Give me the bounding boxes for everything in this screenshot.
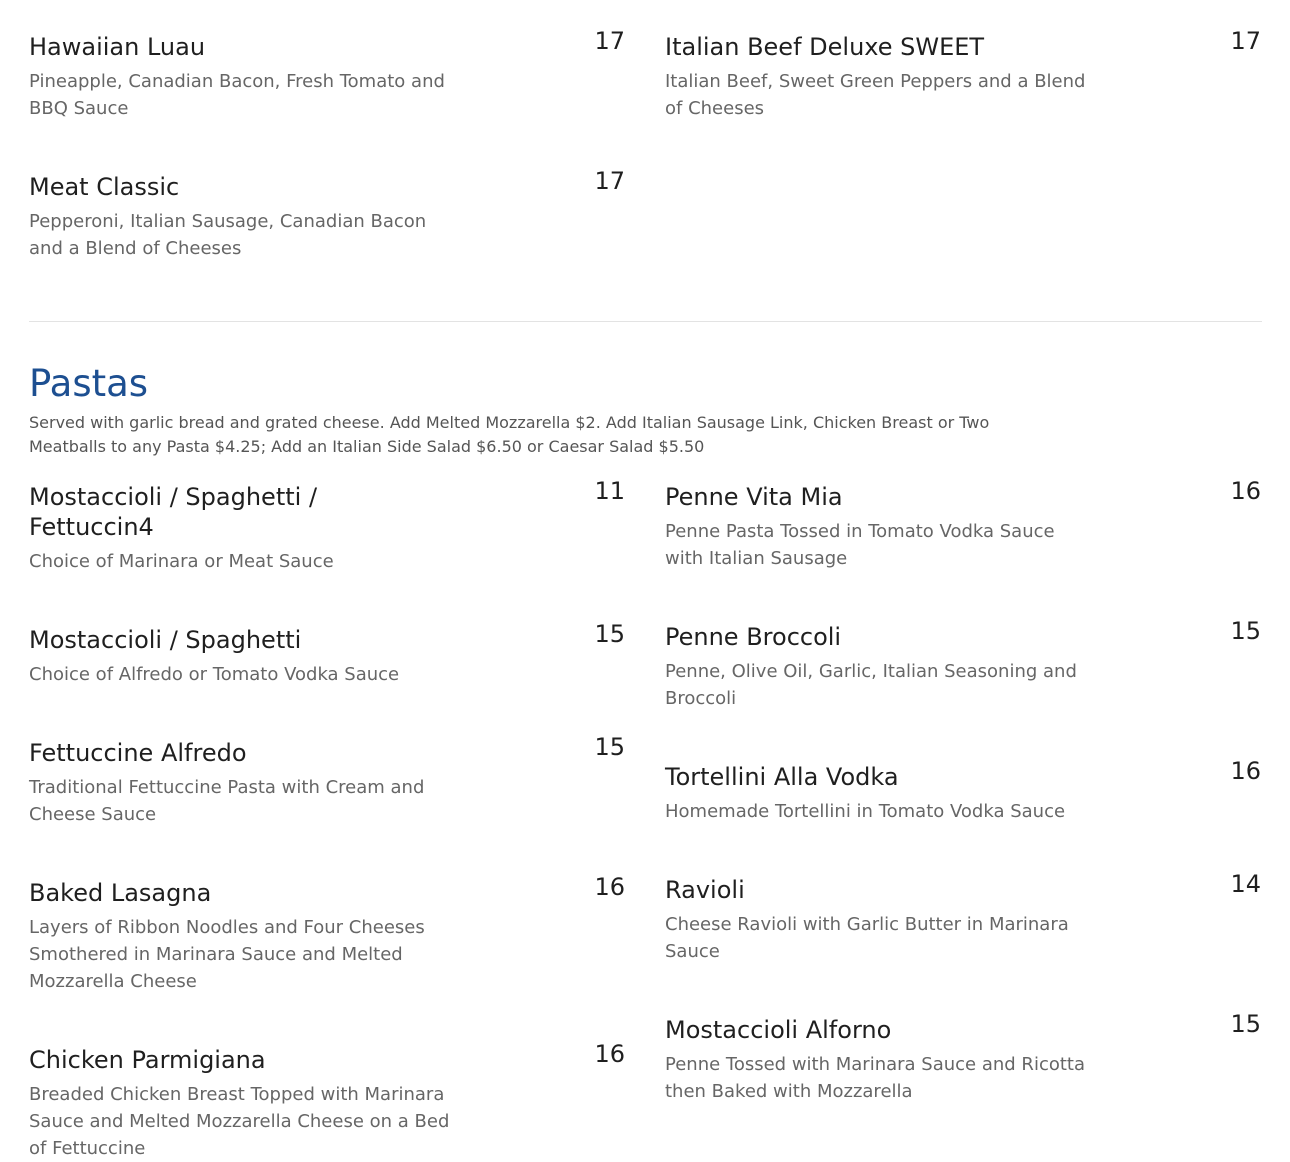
menu-item-description: Layers of Ribbon Noodles and Four Cheeses Smothered in Marinara Sauce and Melted Mozzarella Cheese	[29, 917, 425, 992]
menu-item-price: 16	[594, 1040, 625, 1068]
menu-item-description: Breaded Chicken Breast Topped with Marinara Sauce and Melted Mozzarella Cheese on a Bed of Fettuccine	[29, 1084, 450, 1159]
menu-item	[665, 477, 1261, 572]
menu-item	[29, 27, 625, 122]
menu-item-name: Tortellini Alla Vodka	[665, 763, 899, 791]
menu-item	[665, 27, 1261, 122]
menu-item-name: Hawaiian Luau	[29, 33, 206, 61]
menu-item-name: Mostaccioli / Spaghetti / Fettuccin4	[29, 483, 318, 541]
menu-item	[29, 167, 625, 262]
menu-item	[29, 1040, 625, 1162]
menu-item	[29, 873, 625, 995]
menu-item-description: Penne Tossed with Marinara Sauce and Ricotta then Baked with Mozzarella	[665, 1054, 1085, 1102]
menu-item-price: 16	[594, 873, 625, 901]
menu-item-name: Chicken Parmigiana	[29, 1046, 266, 1074]
menu-item	[29, 477, 625, 575]
menu-item-price: 15	[1230, 1010, 1261, 1038]
menu-item-name: Meat Classic	[29, 173, 180, 201]
menu-item-name: Ravioli	[665, 876, 745, 904]
menu-item-description: Penne, Olive Oil, Garlic, Italian Seasoning and Broccoli	[665, 661, 1077, 709]
menu-item-description: Choice of Marinara or Meat Sauce	[29, 551, 334, 572]
menu-item-description: Italian Beef, Sweet Green Peppers and a Blend of Cheeses	[665, 71, 1086, 119]
menu-item-name: Penne Broccoli	[665, 623, 842, 651]
menu-item-price: 17	[594, 167, 625, 195]
menu-item-name: Mostaccioli Alforno	[665, 1016, 892, 1044]
menu-item-description: Penne Pasta Tossed in Tomato Vodka Sauce with Italian Sausage	[665, 521, 1055, 569]
menu-item-description: Choice of Alfredo or Tomato Vodka Sauce	[29, 664, 400, 685]
menu-item-name: Baked Lasagna	[29, 879, 212, 907]
menu-item-description: Pineapple, Canadian Bacon, Fresh Tomato and BBQ Sauce	[29, 71, 445, 119]
menu-item	[29, 733, 625, 828]
menu-item-description: Traditional Fettuccine Pasta with Cream and Cheese Sauce	[29, 777, 425, 825]
menu-item-name: Mostaccioli / Spaghetti	[29, 626, 302, 654]
menu-item	[665, 1010, 1261, 1105]
menu-item	[665, 870, 1261, 965]
menu-item-description: Pepperoni, Italian Sausage, Canadian Bacon and a Blend of Cheeses	[29, 211, 427, 259]
menu-item-name: Fettuccine Alfredo	[29, 739, 247, 767]
menu-item-name: Italian Beef Deluxe SWEET	[665, 33, 985, 61]
menu-item-price: 14	[1230, 870, 1261, 898]
menu-item-price: 15	[1230, 617, 1261, 645]
menu-item-description: Cheese Ravioli with Garlic Butter in Marinara Sauce	[665, 914, 1069, 962]
menu-item-price: 17	[594, 27, 625, 55]
menu-item-price: 16	[1230, 757, 1261, 785]
menu-item-price: 15	[594, 620, 625, 648]
section-title: Pastas	[29, 362, 149, 405]
section-note: Served with garlic bread and grated cheese. Add Melted Mozzarella $2. Add Italian Sausage Link, Chicken Breast or Two Meatballs to any Pasta $4.25; Add an Italian Side Salad $6.50 or Caesar Salad $5.50	[29, 413, 990, 456]
menu-item-name: Penne Vita Mia	[665, 483, 843, 511]
menu-item-description: Homemade Tortellini in Tomato Vodka Sauce	[665, 801, 1066, 822]
menu-item-price: 17	[1230, 27, 1261, 55]
menu-item-price: 11	[594, 477, 625, 505]
menu-item	[29, 620, 625, 688]
menu-item-price: 15	[594, 733, 625, 761]
menu-item-price: 16	[1230, 477, 1261, 505]
menu-item	[665, 617, 1261, 712]
section-divider	[29, 321, 1262, 322]
menu-item	[665, 757, 1261, 825]
